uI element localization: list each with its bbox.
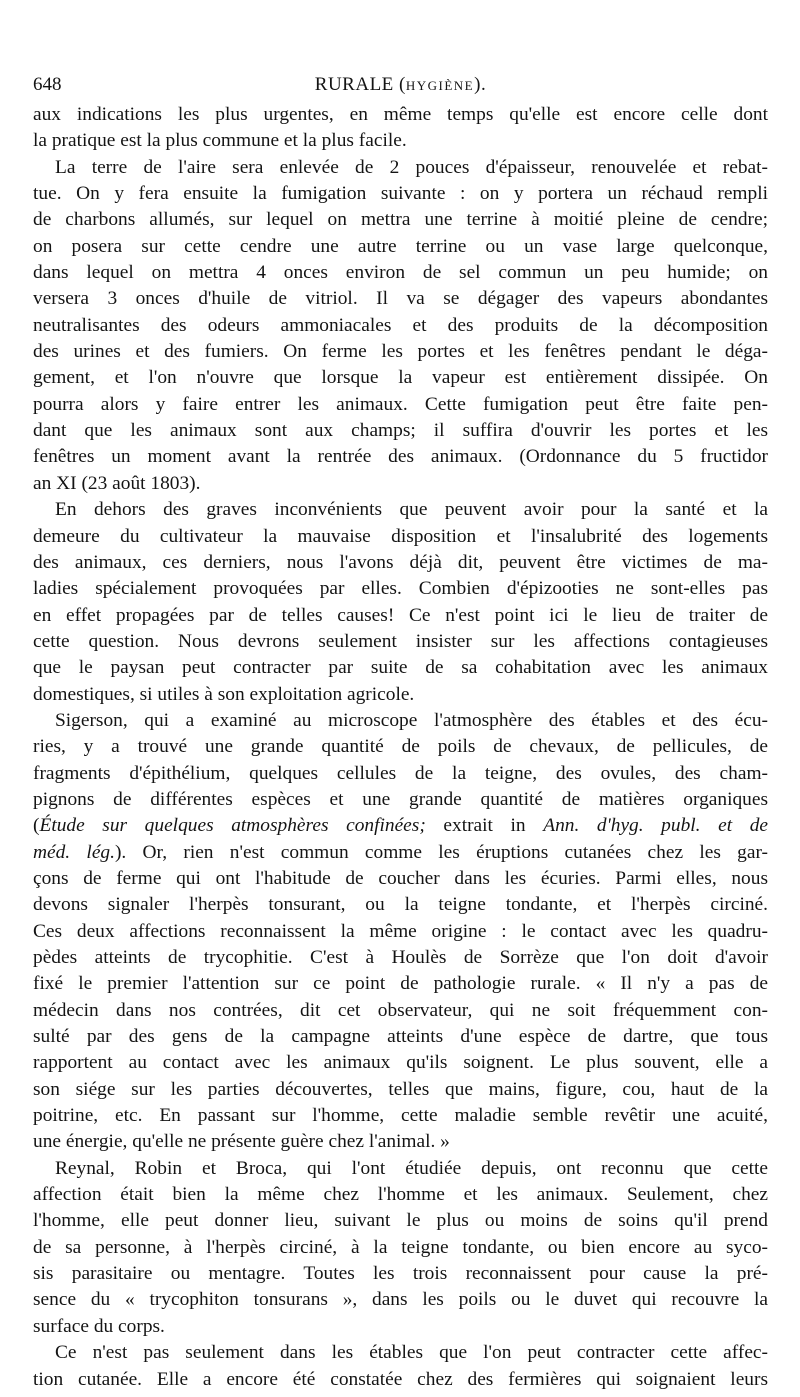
text-line: de charbons allumés, sur lequel on mettra une terrine à moitié pleine de cendre;: [33, 209, 768, 231]
italic-citation: Ann. d'hyg. publ. et de: [543, 815, 768, 837]
text-line: Ces deux affections reconnaissent la même origine : le contact avec les quadru-: [33, 920, 768, 942]
text-line: sence du « trycophiton tonsurans », dans les poils ou le duvet qui recouvre la: [33, 1289, 768, 1311]
text-line: rapportent au contact avec les animaux qu'ils soignent. Le plus souvent, elle a: [33, 1052, 768, 1074]
running-title: [33, 70, 768, 101]
text-line: en effet propagées par de telles causes! Ce n'est point ici le lieu de traiter de: [33, 604, 768, 626]
text-line: versera 3 onces d'huile de vitriol. Il va se dégager des vapeurs abondantes: [33, 288, 768, 310]
text-run: extrait in: [425, 815, 544, 837]
text-line: La terre de l'aire sera enlevée de 2 pouces d'épaisseur, renouvelée et rebat-: [55, 156, 768, 178]
text-line: la pratique est la plus commune et la plus facile.: [33, 130, 407, 152]
text-line: l'homme, elle peut donner lieu, suivant le plus ou moins de soins qu'il prend: [33, 1210, 768, 1232]
text-line: on posera sur cette cendre une autre terrine ou un vase large quelconque,: [33, 235, 768, 257]
text-line: affection était bien la même chez l'homme et les animaux. Seulement, chez: [33, 1184, 768, 1206]
text-line: gement, et l'on n'ouvre que lorsque la vapeur est entièrement dissipée. On: [33, 367, 768, 389]
text-line: que le paysan peut contracter par suite de sa cohabitation avec les animaux: [33, 657, 768, 679]
text-line: fragments d'épithélium, quelques cellules de la teigne, des ovules, des cham-: [33, 762, 768, 784]
text-line: pignons de différentes espèces et une grande quantité de matières organiques: [33, 788, 768, 810]
text-line: surface du corps.: [33, 1315, 165, 1337]
text-line: pèdes atteints de trycophitie. C'est à Houlès de Sorrèze que l'on doit d'avoir: [33, 947, 768, 968]
text-line: tue. On y fera ensuite la fumigation suivante : on y portera un réchaud rempli: [33, 183, 768, 205]
text-line: neutralisantes des odeurs ammoniacales et des produits de la décomposition: [33, 314, 768, 336]
text-line: dant que les animaux sont aux champs; il suffira d'ouvrir les portes et les: [33, 420, 768, 442]
italic-citation: méd. lég.: [33, 841, 115, 863]
italic-citation: Étude sur quelques atmosphères confinées;: [39, 815, 426, 837]
text-line: dans lequel on mettra 4 onces environ de sel commun un peu humide; on: [33, 262, 768, 284]
text-line: fixé le premier l'attention sur ce point de pathologie rurale. « Il n'y a pas de: [33, 973, 768, 995]
page-number: 648: [33, 74, 62, 95]
text-line: des urines et des fumiers. On ferme les portes et les fenêtres pendant le déga-: [33, 341, 768, 363]
text-line: an XI (23 août 1803).: [33, 472, 201, 494]
text-line: des animaux, ces derniers, nous l'avons déjà dit, peuvent être victimes de ma-: [33, 551, 768, 573]
text-line: pourra alors y faire entrer les animaux. Cette fumigation peut être faite pen-: [33, 393, 768, 415]
text-line: de sa personne, à l'herpès circiné, à la teigne tondante, ou bien encore au syco-: [33, 1236, 768, 1258]
text-line: fenêtres un moment avant la rentrée des animaux. (Ordonnance du 5 fructidor: [33, 446, 768, 468]
text-line: çons de ferme qui ont l'habitude de coucher dans les écuries. Parmi elles, nous: [33, 867, 768, 889]
text-line: sis parasitaire ou mentagre. Toutes les trois reconnaissent pour cause la pré-: [33, 1263, 768, 1285]
text-line: cette question. Nous devrons seulement insister sur les affections contagieuses: [33, 630, 768, 652]
text-line: [33, 840, 768, 866]
text-run: (: [33, 815, 40, 837]
body-text: [33, 102, 768, 1393]
document-page: [33, 70, 768, 1393]
text-line: En dehors des graves inconvénients que peuvent avoir pour la santé et la: [55, 499, 768, 521]
text-line: domestiques, si utiles à son exploitation agricole.: [33, 683, 415, 705]
text-line: [33, 813, 768, 839]
text-line: Reynal, Robin et Broca, qui l'ont étudiée depuis, ont reconnu que cette: [55, 1157, 768, 1179]
text-line: Ce n'est pas seulement dans les étables que l'on peut contracter cette affec-: [55, 1342, 768, 1364]
text-run: ). Or, rien n'est commun comme les éruptions cutanées chez les gar-: [114, 841, 768, 863]
text-line: sulté par des gens de la campagne atteints d'une espèce de dartre, que tous: [33, 1026, 768, 1048]
text-line: une énergie, qu'elle ne présente guère chez l'animal. »: [33, 1131, 450, 1153]
text-line: Sigerson, qui a examiné au microscope l'atmosphère des étables et des écu-: [55, 709, 768, 731]
text-line: aux indications les plus urgentes, en même temps qu'elle est encore celle dont: [33, 104, 768, 125]
text-line: poitrine, etc. En passant sur l'homme, cette maladie semble revêtir une acuité,: [33, 1105, 768, 1127]
running-title-subject: HYGIÈNE: [405, 78, 475, 93]
running-head: [33, 70, 768, 100]
text-line: ladies spécialement provoquées par elles. Combien d'épizooties ne sont-elles pas: [33, 578, 768, 600]
text-line: ries, y a trouvé une grande quantité de poils de chevaux, de pellicules, de: [33, 736, 768, 758]
text-line: médecin dans nos contrées, dit cet observateur, qui ne soit fréquemment con-: [33, 999, 768, 1021]
text-line: son siége sur les parties découvertes, telles que mains, figure, cou, haut de la: [33, 1078, 768, 1100]
text-line: devons signaler l'herpès tonsurant, ou la teigne tondante, et l'herpès circiné.: [33, 894, 768, 916]
running-title-close: ).: [474, 74, 487, 95]
text-line: tion cutanée. Elle a encore été constatée chez des fermières qui soignaient leurs: [33, 1368, 768, 1390]
text-line: demeure du cultivateur la mauvaise disposition et l'insalubrité des logements: [33, 525, 768, 547]
running-title-main: RURALE (: [314, 74, 406, 95]
